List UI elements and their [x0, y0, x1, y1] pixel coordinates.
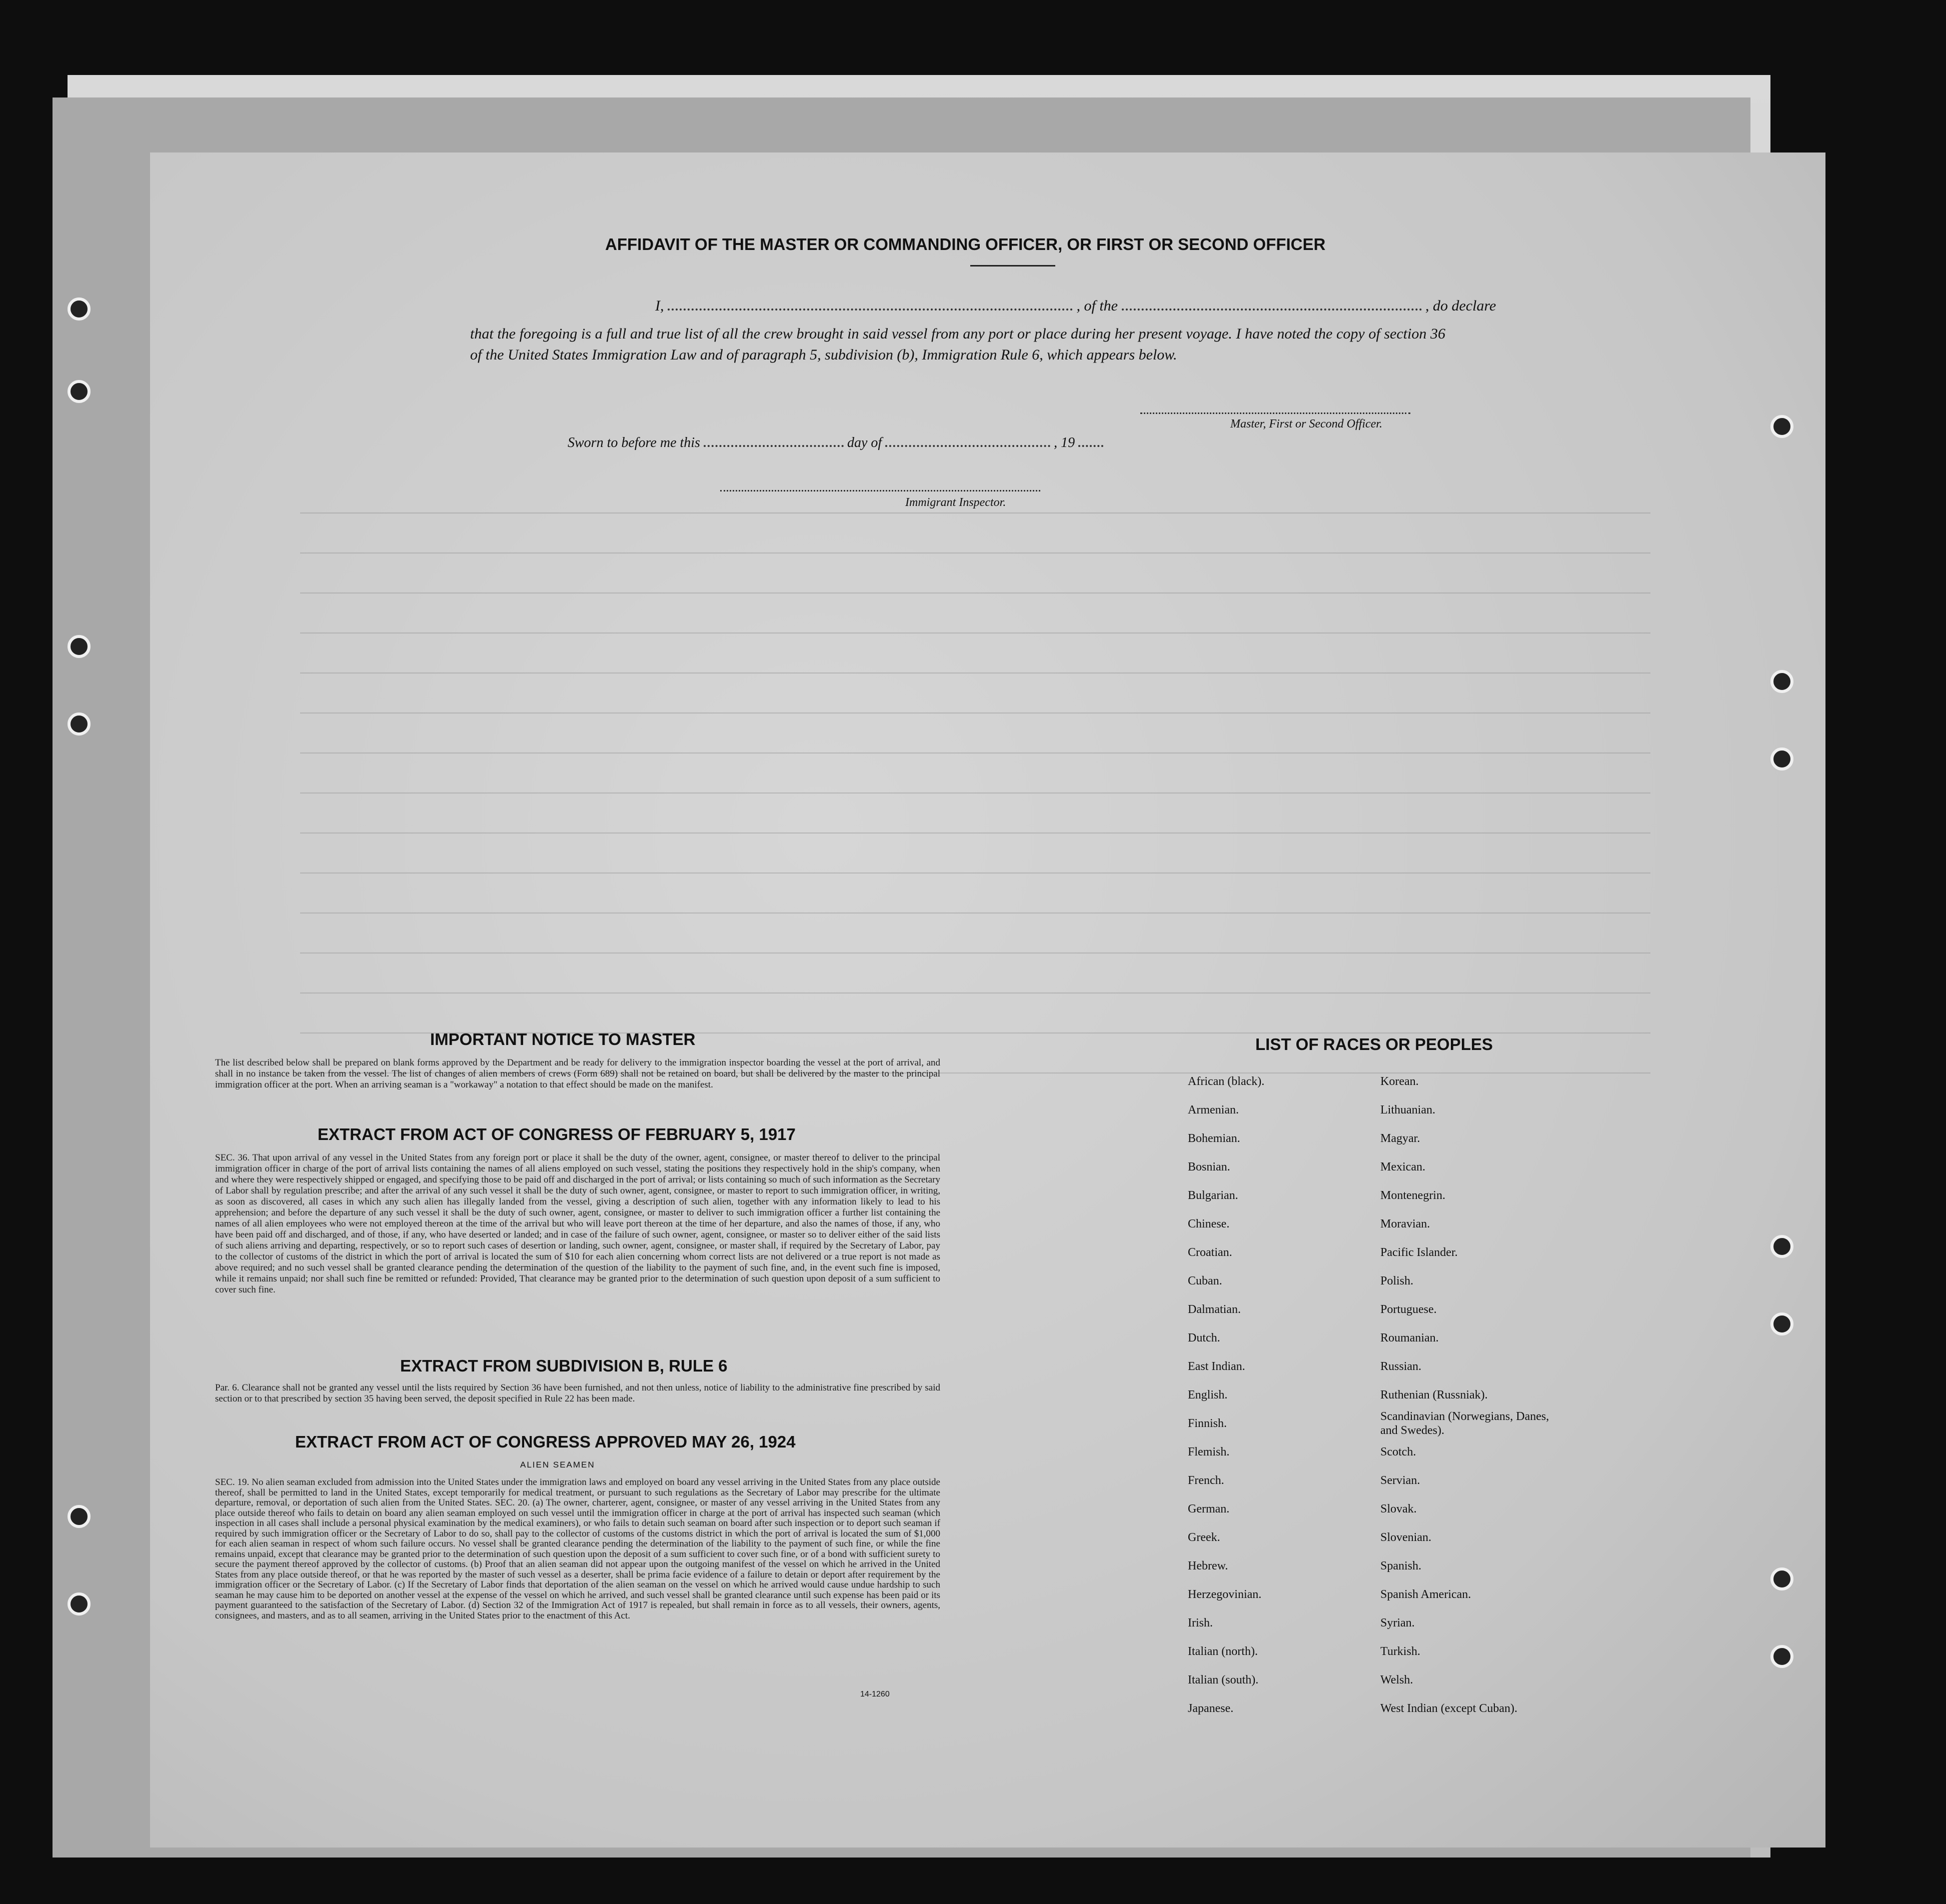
race-item: French.	[1188, 1474, 1224, 1487]
sworn-year-blank	[1078, 445, 1103, 447]
extract-1924-subtitle: ALIEN SEAMEN	[520, 1460, 595, 1470]
race-item: Italian (south).	[1188, 1674, 1259, 1686]
race-item: Portuguese.	[1380, 1303, 1437, 1316]
inspector-caption: Immigrant Inspector.	[905, 496, 1006, 509]
race-item: Moravian.	[1380, 1218, 1430, 1230]
race-item: Hebrew.	[1188, 1560, 1228, 1572]
race-item: Lithuanian.	[1380, 1104, 1435, 1116]
race-item: Chinese.	[1188, 1218, 1230, 1230]
race-item: Spanish American.	[1380, 1588, 1471, 1601]
race-item: Cuban.	[1188, 1274, 1222, 1288]
declaration-do-declare: , do declare	[1425, 298, 1496, 314]
race-item: Irish.	[1188, 1616, 1213, 1630]
punch-hole-icon	[1770, 1568, 1793, 1590]
race-item: Bohemian.	[1188, 1132, 1240, 1145]
extract-1917-text: SEC. 36. That upon arrival of any vessel in the United States from any foreign port or place it shall be the duty of the owner, agent, consignee, or master thereof to deliver to the principal immigration officer in charge of the port of arrival lists containing the names of all aliens employed on such vessel, stating the positions they respectively hold in the ship's company, when and where they were respectively shipped or engaged, and specifying those to be paid off and discharged in the port of arrival; or lists containing so much of such information as the Secretary of Labor shall by regulation prescribe; and after the arrival of any such vessel it shall be the duty of such owner, agent, consignee, or master to report to such immigration officer, in writing, as soon as discovered, all cases in which any such alien has illegally landed from the vessel, giving a description of such alien, together with any information likely to lead to his apprehension; and before the departure of any such vessel it shall be the duty of such owner, agent, consignee, or master to deliver to such immigration officer a further list containing the names of all alien employees who were not employed thereon at the time of the arrival but who will leave port thereon at the time of her departure, and also the names of those, if any, who have been paid off and discharged, and of those, if any, who have deserted or landed; and in case of the failure of such owner, agent, consignee, or master so to deliver either of the said lists of such aliens arriving and departing, respectively, or so to report such cases of desertion or landing, such owner, agent, consignee, or master shall, if required by the Secretary of Labor, pay to the collector of customs of the district in which the port of arrival is located the sum of $10 for each alien concerning whom correct lists are not delivered or a true report is not made as above required; and no such vessel shall be granted clearance pending the determination of the question of the liability to the payment of such fine, and, in the event such fine is imposed, while it remains unpaid; nor shall such fine be remitted or refunded: Provided, That clearance may be granted prior to the determination of such question upon deposit of a sum sufficient to cover such fine.	[215, 1152, 940, 1295]
extract-1924-title: EXTRACT FROM ACT OF CONGRESS APPROVED MAY 26, 1924	[295, 1432, 796, 1451]
race-item: Finnish.	[1188, 1417, 1227, 1430]
sworn-day-blank	[704, 445, 844, 447]
race-item: Turkish.	[1380, 1645, 1420, 1658]
races-right-column	[1380, 1068, 1560, 1723]
race-item: Scotch.	[1380, 1446, 1416, 1458]
race-item: Russian.	[1380, 1360, 1422, 1373]
form-number: 14-1260	[860, 1690, 890, 1698]
punch-hole-icon	[1770, 748, 1793, 770]
race-item: Magyar.	[1380, 1132, 1420, 1145]
race-item: East Indian.	[1188, 1360, 1245, 1373]
race-item: English.	[1188, 1388, 1228, 1402]
notice-title: IMPORTANT NOTICE TO MASTER	[430, 1030, 696, 1048]
title-rule	[970, 265, 1055, 266]
punch-hole-icon	[1770, 1235, 1793, 1258]
sworn-day-of: day of	[847, 435, 882, 450]
races-left-column	[1188, 1068, 1264, 1723]
race-item: Montenegrin.	[1380, 1189, 1445, 1202]
name-blank	[668, 308, 1073, 310]
inspector-signature-line	[720, 490, 1040, 492]
extract-rule6-text: Par. 6. Clearance shall not be granted any vessel until the lists required by Section 36 have been furnished, and not then unless, notice of liability to the administrative fine prescribed by said section or to that prescribed by section 35 having been served, the deposit specified in Rule 22 has been made.	[215, 1382, 940, 1404]
race-item: Greek.	[1188, 1531, 1220, 1544]
race-item: Italian (north).	[1188, 1645, 1258, 1658]
punch-hole-icon	[1770, 670, 1793, 693]
race-item: Slovenian.	[1380, 1531, 1431, 1544]
punch-hole-icon	[1770, 1645, 1793, 1668]
race-item: Dalmatian.	[1188, 1303, 1241, 1316]
race-item: Spanish.	[1380, 1560, 1422, 1572]
document-page	[150, 152, 1825, 1848]
signature-caption: Master, First or Second Officer.	[1230, 418, 1382, 430]
race-item: Welsh.	[1380, 1674, 1413, 1686]
punch-hole-icon	[68, 1505, 91, 1528]
sworn-label: Sworn to before me this	[568, 435, 700, 450]
race-item: Japanese.	[1188, 1702, 1234, 1715]
race-item: Korean.	[1380, 1075, 1419, 1088]
race-item: Dutch.	[1188, 1332, 1220, 1344]
punch-hole-icon	[68, 712, 91, 736]
race-item: Roumanian.	[1380, 1332, 1439, 1344]
punch-hole-icon	[1770, 1312, 1793, 1336]
race-item: Bulgarian.	[1188, 1189, 1238, 1202]
extract-1917-title: EXTRACT FROM ACT OF CONGRESS OF FEBRUARY 5, 1917	[318, 1125, 796, 1144]
races-title: LIST OF RACES OR PEOPLES	[1255, 1035, 1493, 1054]
punch-hole-icon	[68, 298, 91, 320]
punch-hole-icon	[68, 635, 91, 658]
race-item: Scandinavian (Norwegians, Danes, and Swedes).	[1380, 1410, 1549, 1437]
extract-rule6-title: EXTRACT FROM SUBDIVISION B, RULE 6	[400, 1356, 728, 1375]
declaration-of-the: , of the	[1076, 298, 1118, 314]
race-item: Mexican.	[1380, 1160, 1425, 1174]
race-item: Bosnian.	[1188, 1160, 1230, 1174]
race-item: Herzegovinian.	[1188, 1588, 1262, 1601]
sworn-line	[568, 435, 1103, 451]
punch-hole-icon	[68, 380, 91, 403]
sworn-month-blank	[885, 445, 1050, 447]
notice-text: The list described below shall be prepared on blank forms approved by the Department and be ready for delivery to the immigration inspector boarding the vessel at the port of arrival, and shall in no instance be taken from the vessel. The list of changes of alien members of crews (Form 689) shall not be retained on board, but shall be delivered by the master to the principal immigration officer at the port. When an arriving seaman is a "workaway" a notation to that effect should be made on the manifest.	[215, 1058, 940, 1090]
declaration-line	[565, 298, 1496, 314]
declaration-body: that the foregoing is a full and true list of all the crew brought in said vessel from any port or place during her present voyage. I have noted the copy of section 36 of the United States Immigration Law and of paragraph 5, subdivision (b), Immigration Rule 6, which appears below.	[470, 326, 1445, 363]
signature-line	[1140, 412, 1410, 414]
vessel-blank	[1122, 308, 1422, 310]
race-item: Servian.	[1380, 1474, 1420, 1487]
race-item: African (black).	[1188, 1075, 1265, 1088]
declaration-i: I,	[655, 298, 664, 314]
race-item: Slovak.	[1380, 1502, 1417, 1516]
race-item: Croatian.	[1188, 1246, 1232, 1259]
affidavit-title: AFFIDAVIT OF THE MASTER OR COMMANDING OFFICER, OR FIRST OR SECOND OFFICER	[605, 235, 1326, 254]
race-item: Polish.	[1380, 1274, 1414, 1288]
extract-1924-text: SEC. 19. No alien seaman excluded from admission into the United States under the immigration laws and employed on board any vessel arriving in the United States from any place outside thereof, shall be permitted to land in the United States, except temporarily for medical treatment, or pursuant to such regulations as the Secretary of Labor may prescribe for the ultimate departure, removal, or deportation of such alien from the United States. SEC. 20. (a) The owner, charterer, agent, consignee, or master of any vessel arriving in the United States from any place outside thereof who fails to detain on board any alien seaman employed on such vessel until the immigration officer in charge at the port of arrival has inspected such seaman (which inspection in all cases shall include a personal physical examination by the medical examiners), or who fails to detain such seaman on board after such inspection or to deport such seaman if required by such immigration officer or the Secretary of Labor to do so, shall pay to the collector of customs of the customs district in which the port of arrival is located the sum of $1,000 for each alien seaman in respect of whom such failure occurs. No vessel shall be granted clearance pending the determination of the liability to the payment of such fine, or while the fine remains unpaid, except that clearance may be granted prior to the determination of such question upon the deposit of a sum sufficient to cover such fine, or of a bond with sufficient surety to secure the payment thereof approved by the collector of customs. (b) Proof that an alien seaman did not appear upon the outgoing manifest of the vessel on which he arrived in the United States from any place outside thereof, or that he was reported by the master of such vessel as a deserter, shall be prima facie evidence of a failure to detain or deport after requirement by the immigration officer or the Secretary of Labor. (c) If the Secretary of Labor finds that deportation of the alien seaman on the vessel on which he arrived would cause undue hardship to such seaman he may cause him to be deported on another vessel at the expense of the vessel on which he arrived, and such vessel shall be granted clearance until such expense has been paid or its payment guaranteed to the satisfaction of the Secretary of Labor. (d) Section 32 of the Immigration Act of 1917 is repealed, but shall remain in force as to all vessels, their owners, agents, consignees, and masters, and as to all seamen, arriving in the United States prior to the enactment of this Act.	[215, 1477, 940, 1621]
race-item: Flemish.	[1188, 1446, 1230, 1458]
race-item: Pacific Islander.	[1380, 1246, 1458, 1259]
race-item: West Indian (except Cuban).	[1380, 1702, 1517, 1715]
race-item: Ruthenian (Russniak).	[1380, 1388, 1488, 1402]
race-item: Armenian.	[1188, 1104, 1239, 1116]
sworn-year: , 19	[1054, 435, 1075, 450]
race-item: Syrian.	[1380, 1616, 1415, 1630]
punch-hole-icon	[68, 1592, 91, 1616]
race-item: German.	[1188, 1502, 1230, 1516]
punch-hole-icon	[1770, 415, 1793, 438]
